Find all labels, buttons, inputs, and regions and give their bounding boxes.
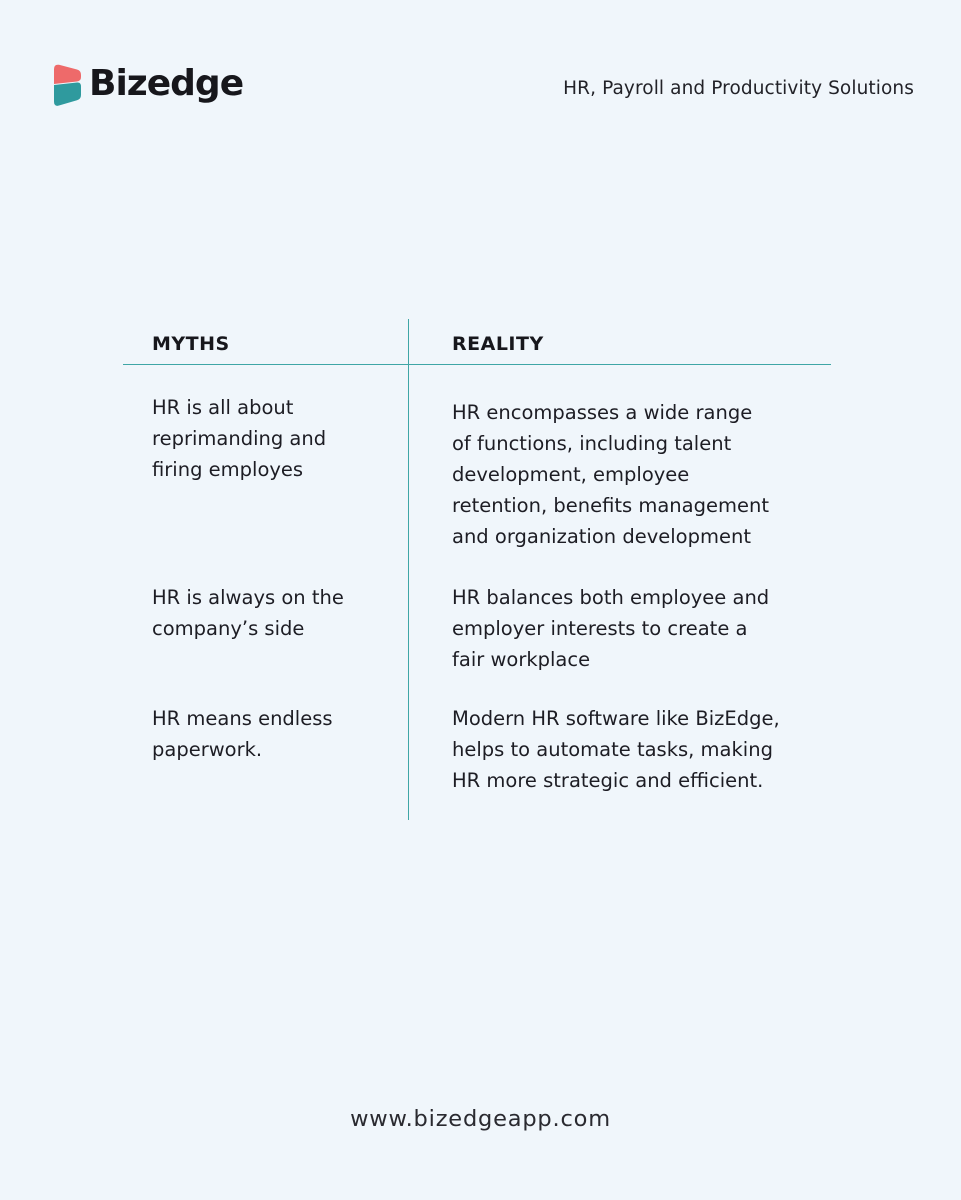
reality-line: of functions, including talent: [452, 432, 732, 455]
reality-header: REALITY: [452, 333, 544, 355]
column-divider: [408, 319, 409, 820]
myth-line: reprimanding and: [152, 427, 327, 450]
website-url: www.bizedgeapp.com: [350, 1106, 611, 1132]
header-divider: [123, 364, 831, 365]
myth-cell-1: [152, 392, 392, 485]
reality-line: HR more strategic and efficient.: [452, 769, 764, 792]
myths-header: MYTHS: [152, 333, 230, 355]
myth-cell-2: [152, 582, 392, 644]
reality-line: Modern HR software like BizEdge,: [452, 707, 780, 730]
reality-line: employer interests to create a: [452, 617, 748, 640]
reality-line: and organization development: [452, 525, 751, 548]
myth-line: HR is all about: [152, 396, 294, 419]
bizedge-logo-icon: [51, 63, 83, 107]
myth-line: HR is always on the: [152, 586, 344, 609]
reality-line: HR balances both employee and: [452, 586, 770, 609]
brand-logo: [51, 62, 243, 108]
reality-line: development, employee: [452, 463, 690, 486]
reality-line: HR encompasses a wide range: [452, 401, 753, 424]
myth-line: paperwork.: [152, 738, 263, 761]
reality-cell-2: [452, 582, 832, 675]
reality-line: retention, benefits management: [452, 494, 769, 517]
tagline: HR, Payroll and Productivity Solutions: [563, 78, 914, 99]
reality-line: fair workplace: [452, 648, 591, 671]
logo-text: Bizedge: [89, 63, 244, 104]
myth-cell-3: [152, 703, 392, 765]
myth-line: HR means endless: [152, 707, 333, 730]
reality-cell-1: [452, 397, 832, 552]
reality-line: helps to automate tasks, making: [452, 738, 773, 761]
reality-cell-3: [452, 703, 832, 796]
myth-line: firing employes: [152, 458, 304, 481]
myth-line: company’s side: [152, 617, 305, 640]
